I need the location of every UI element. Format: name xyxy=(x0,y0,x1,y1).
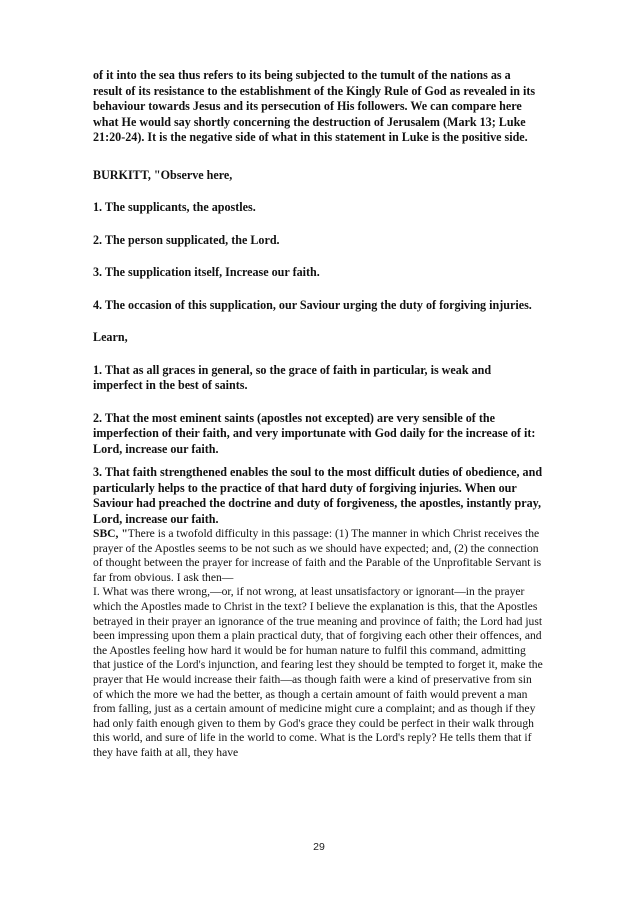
list-item-3: 3. The supplication itself, Increase our faith. xyxy=(93,265,320,279)
list-item-2: 2. The person supplicated, the Lord. xyxy=(93,232,280,247)
document-page xyxy=(93,68,543,761)
section-one-paragraph: I. What was there wrong,—or, if not wrong, at least unsatisfactory or ignorant—in the prayer which the Apostles made to Christ in the text? I believe the explanation is this, that the Apostles betrayed in their prayer an ignorance of the true meaning and province of faith; the Lord had just been impressing upon them a plain practical duty, that of forgiving each other their offences, and the Apostles feeling how hard it would be for human nature to fulfil this command, admitting that justice of the Lord's injunction, and fearing lest they should be tempted to forget it, make the prayer that He would increase their faith—as though faith were a kind of preservative from sin of which the more we had the better, as though a certain amount of faith would prevent a man from falling, just as a certain amount of medicine might cure a complaint; and as though if they had only faith enough given to them by God's grace they could be perfect in their walk through this world, and sure of life in the world to come. What is the Lord's reply? He tells them that if they have faith at all, they have xyxy=(93,585,543,759)
sbc-lead: SBC, " xyxy=(93,527,128,540)
burkitt-heading: BURKITT, "Observe here, xyxy=(93,167,233,182)
lesson-2: 2. That the most eminent saints (apostles not excepted) are very sensible of the imperfection of their faith, and very importunate with God daily for the increase of it: Lord, increase our faith. xyxy=(93,410,536,456)
list-item-1: 1. The supplicants, the apostles. xyxy=(93,200,256,214)
sbc-paragraph xyxy=(93,527,543,585)
page-number: 29 xyxy=(313,841,325,853)
sbc-text: There is a twofold difficulty in this passage: (1) The manner in which Christ receives the prayer of the Apostles seems to be not such as we should have expected; and, (2) the connection of thought between the prayer for increase of faith and the Parable of the Unprofitable Servant is far from obvious. I ask then— xyxy=(93,527,542,584)
paragraph-continuation: of it into the sea thus refers to its being subjected to the tumult of the nations as a result of its resistance to the establishment of the Kingly Rule of God as revealed in its behaviour towards Jesus and its persecution of His followers. We can compare here what He would say shortly concerning the destruction of Jerusalem (Mark 13; Luke 21:20-24). It is the negative side of what in this statement in Luke is the positive side. xyxy=(93,68,536,144)
lesson-3: 3. That faith strengthened enables the soul to the most difficult duties of obedience, and particularly helps to the practice of that hard duty of forgiving injuries. When our Saviour had preached the doctrine and duty of forgiveness, the apostles, instantly pray, Lord, increase our faith. xyxy=(93,465,543,526)
lesson-1: 1. That as all graces in general, so the grace of faith in particular, is weak and imperfect in the best of saints. xyxy=(93,362,492,392)
learn-heading: Learn, xyxy=(93,330,128,344)
list-item-4: 4. The occasion of this supplication, our Saviour urging the duty of forgiving injuries. xyxy=(93,297,532,312)
